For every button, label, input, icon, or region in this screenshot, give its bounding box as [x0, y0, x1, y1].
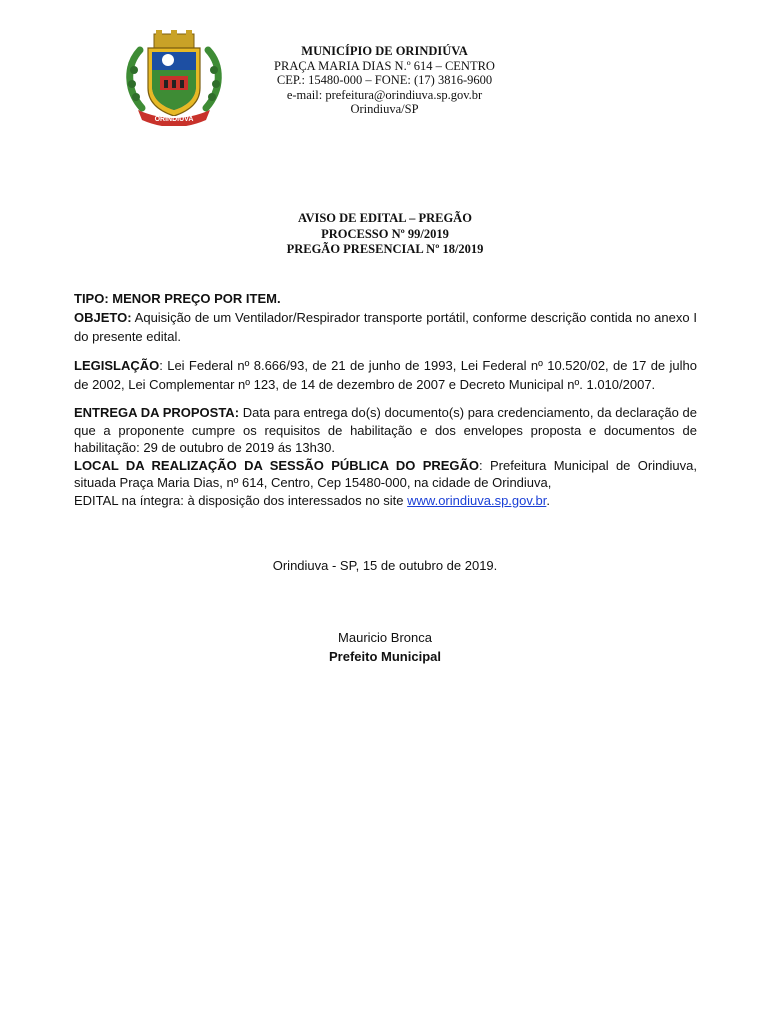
- notice-title: AVISO DE EDITAL – PREGÃO: [298, 211, 472, 225]
- org-city: Orindiuva/SP: [350, 102, 419, 116]
- letterhead: [262, 44, 507, 117]
- edital-paragraph: [74, 492, 697, 510]
- date-line: Orindiuva - SP, 15 de outubro de 2019.: [272, 558, 498, 573]
- entrega-text: Data para entrega do(s) documento(s) para credenciamento, da declaração de que a proponente cumpre os requisitos de habilitação e dos envelopes proposta e documentos de habilitação: 29 de outubro de 2019 ás 13h30.: [74, 405, 697, 455]
- entrega-paragraph: [74, 404, 697, 457]
- org-cep-phone: CEP.: 15480-000 – FONE: (17) 3816-9600: [276, 73, 493, 87]
- objeto-text: Aquisição de um Ventilador/Respirador transporte portátil, conforme descrição contida no anexo I do presente edital.: [74, 310, 697, 344]
- legislacao-text: : Lei Federal nº 8.666/93, de 21 de junho de 1993, Lei Federal nº 10.520/02, de 17 de julho de 2002, Lei Complementar nº 123, de 14 de dezembro de 2007 e Decreto Municipal nº. 1.010/2007.: [74, 358, 697, 392]
- notice-titles: [0, 211, 770, 258]
- signer-title: Prefeito Municipal: [329, 649, 441, 664]
- website-link[interactable]: www.orindiuva.sp.gov.br: [407, 492, 547, 508]
- objeto-paragraph: [74, 308, 697, 346]
- legislacao-paragraph: [74, 356, 697, 394]
- municipal-crest-icon: [120, 30, 228, 126]
- legislacao-label: LEGISLAÇÃO: [74, 358, 160, 373]
- org-email: e-mail: prefeitura@orindiuva.sp.gov.br: [286, 87, 483, 102]
- objeto-label: OBJETO:: [74, 310, 132, 325]
- org-address: PRAÇA MARIA DIAS N.º 614 – CENTRO: [274, 58, 495, 73]
- local-label: LOCAL DA REALIZAÇÃO DA SESSÃO PÚBLICA DO PREGÃO: [74, 457, 480, 473]
- edital-end: .: [546, 492, 550, 508]
- crest-banner-text: ORINDIÚVA: [154, 116, 194, 123]
- process-number: PROCESSO Nº 99/2019: [321, 226, 449, 241]
- entrega-label: ENTREGA DA PROPOSTA:: [74, 405, 240, 420]
- local-paragraph: [74, 457, 697, 492]
- org-name: MUNICÍPIO DE ORINDIÚVA: [301, 44, 468, 58]
- notice-body: [74, 289, 697, 509]
- tipo-line: TIPO: MENOR PREÇO POR ITEM.: [74, 291, 281, 306]
- signer-name: Mauricio Bronca: [338, 630, 432, 645]
- edital-text: EDITAL na íntegra: à disposição dos interessados no site: [74, 492, 408, 508]
- auction-number: PREGÃO PRESENCIAL Nº 18/2019: [286, 242, 484, 256]
- local-text: : Prefeitura Municipal de Orindiuva, situada Praça Maria Dias, nº 614, Centro, Cep 15480-000, na cidade de Orindiuva,: [74, 457, 697, 490]
